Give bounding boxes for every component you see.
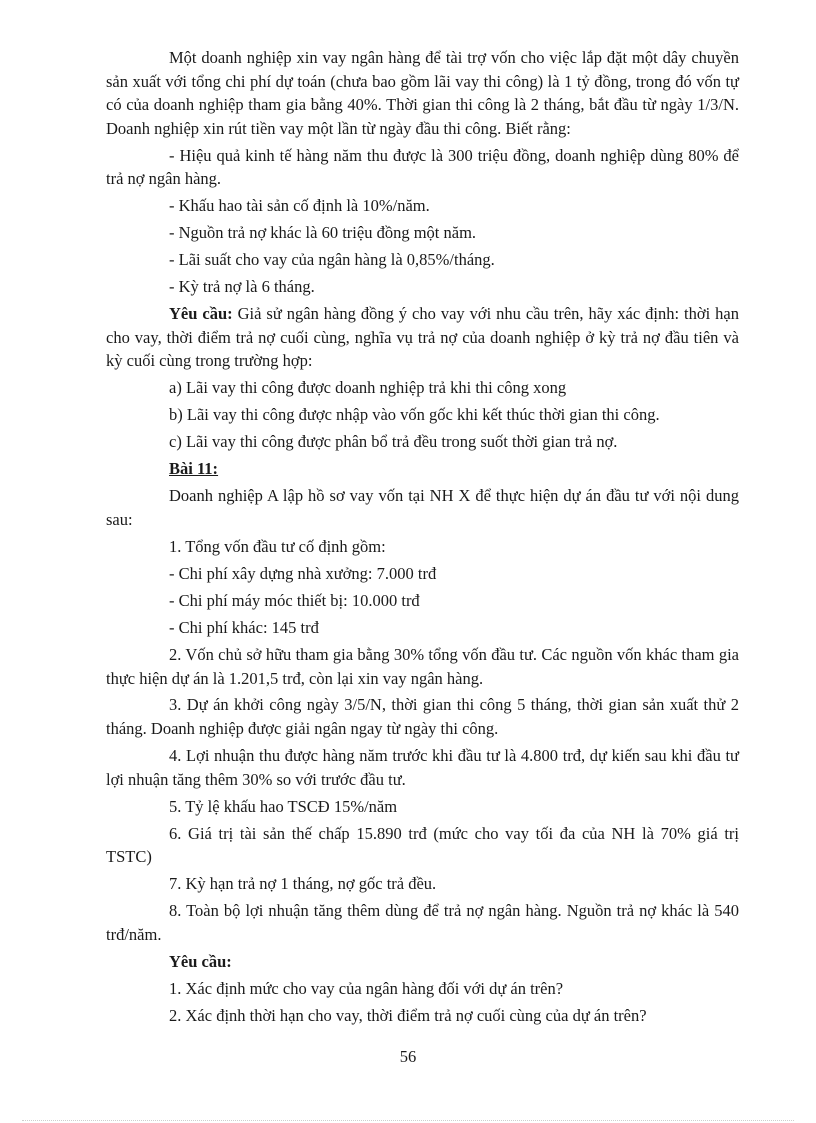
exercise-item-5: 5. Tỷ lệ khấu hao TSCĐ 15%/năm (169, 796, 398, 816)
requirement-text: Giả sử ngân hàng đồng ý cho vay với nhu cầu trên, hãy xác định: thời hạn cho vay, thời điểm trả nợ cuối cùng, nghĩa vụ trả nợ của doanh nghiệp ở kỳ trả nợ đầu tiên và kỳ cuối cùng trong trường hợp: (106, 304, 739, 371)
page-content (106, 46, 739, 1031)
exercise-requirement-2: 2. Xác định thời hạn cho vay, thời điểm trả nợ cuối cùng của dự án trên? (169, 1005, 647, 1025)
exercise-item-8: 8. Toàn bộ lợi nhuận tăng thêm dùng để trả nợ ngân hàng. Nguồn trả nợ khác là 540 trđ/năm. (106, 901, 739, 944)
exercise-item-1c: - Chi phí khác: 145 trđ (169, 617, 319, 637)
exercise-heading: Bài 11: (169, 459, 219, 479)
requirement-label: Yêu cầu: (169, 304, 233, 324)
exercise-item-6: 6. Giá trị tài sản thế chấp 15.890 trđ (mức cho vay tối đa của NH là 70% giá trị TSTC) (106, 823, 739, 867)
exercise-requirement-label: Yêu cầu: (169, 951, 232, 971)
case-c: c) Lãi vay thi công được phân bổ trả đều trong suốt thời gian trả nợ. (169, 432, 618, 452)
exercise-item-7: 7. Kỳ hạn trả nợ 1 tháng, nợ gốc trả đều. (169, 874, 437, 894)
page-number: 56 (399, 1047, 417, 1066)
exercise-item-1: 1. Tổng vốn đầu tư cố định gồm: (169, 536, 386, 556)
intro-item-4: - Lãi suất cho vay của ngân hàng là 0,85%/tháng. (169, 250, 495, 270)
exercise-item-1a: - Chi phí xây dựng nhà xưởng: 7.000 trđ (169, 563, 437, 583)
case-b: b) Lãi vay thi công được nhập vào vốn gốc khi kết thúc thời gian thi công. (169, 405, 660, 425)
intro-item-3: - Nguồn trả nợ khác là 60 triệu đồng một năm. (169, 223, 477, 243)
exercise-item-2: 2. Vốn chủ sở hữu tham gia bằng 30% tổng vốn đầu tư. Các nguồn vốn khác tham gia thực hiện dự án là 1.201,5 trđ, còn lại xin vay ngân hàng. (106, 644, 739, 688)
footer-divider (22, 1120, 794, 1121)
exercise-item-3: 3. Dự án khởi công ngày 3/5/N, thời gian thi công 5 tháng, thời gian sản xuất thử 2 tháng. Doanh nghiệp được giải ngân ngay từ ngày thi công. (106, 695, 739, 739)
exercise-intro: Doanh nghiệp A lập hồ sơ vay vốn tại NH X để thực hiện dự án đầu tư với nội dung sau: (106, 486, 739, 529)
exercise-requirement-1: 1. Xác định mức cho vay của ngân hàng đối với dự án trên? (169, 978, 564, 998)
exercise-item-4: 4. Lợi nhuận thu được hàng năm trước khi đầu tư là 4.800 trđ, dự kiến sau khi đầu tư lợi nhuận tăng thêm 30% so với trước đầu tư. (106, 746, 739, 789)
intro-item-5: - Kỳ trả nợ là 6 tháng. (169, 277, 315, 297)
intro-paragraph: Một doanh nghiệp xin vay ngân hàng để tài trợ vốn cho việc lắp đặt một dây chuyền sản xuất với tổng chi phí dự toán (chưa bao gồm lãi vay thi công) là 1 tỷ đồng, trong đó vốn tự có của doanh nghiệp tham gia bằng 40%. Thời gian thi công là 2 tháng, bắt đầu từ ngày 1/3/N. Doanh nghiệp xin rút tiền vay một lần từ ngày đầu thi công. Biết rằng: (106, 48, 739, 138)
intro-requirement (106, 302, 739, 373)
intro-item-2: - Khấu hao tài sản cố định là 10%/năm. (169, 196, 430, 216)
exercise-item-1b: - Chi phí máy móc thiết bị: 10.000 trđ (169, 590, 420, 610)
intro-item-1: - Hiệu quả kinh tế hàng năm thu được là 300 triệu đồng, doanh nghiệp dùng 80% để trả nợ ngân hàng. (106, 145, 739, 189)
case-a: a) Lãi vay thi công được doanh nghiệp trả khi thi công xong (169, 378, 567, 398)
